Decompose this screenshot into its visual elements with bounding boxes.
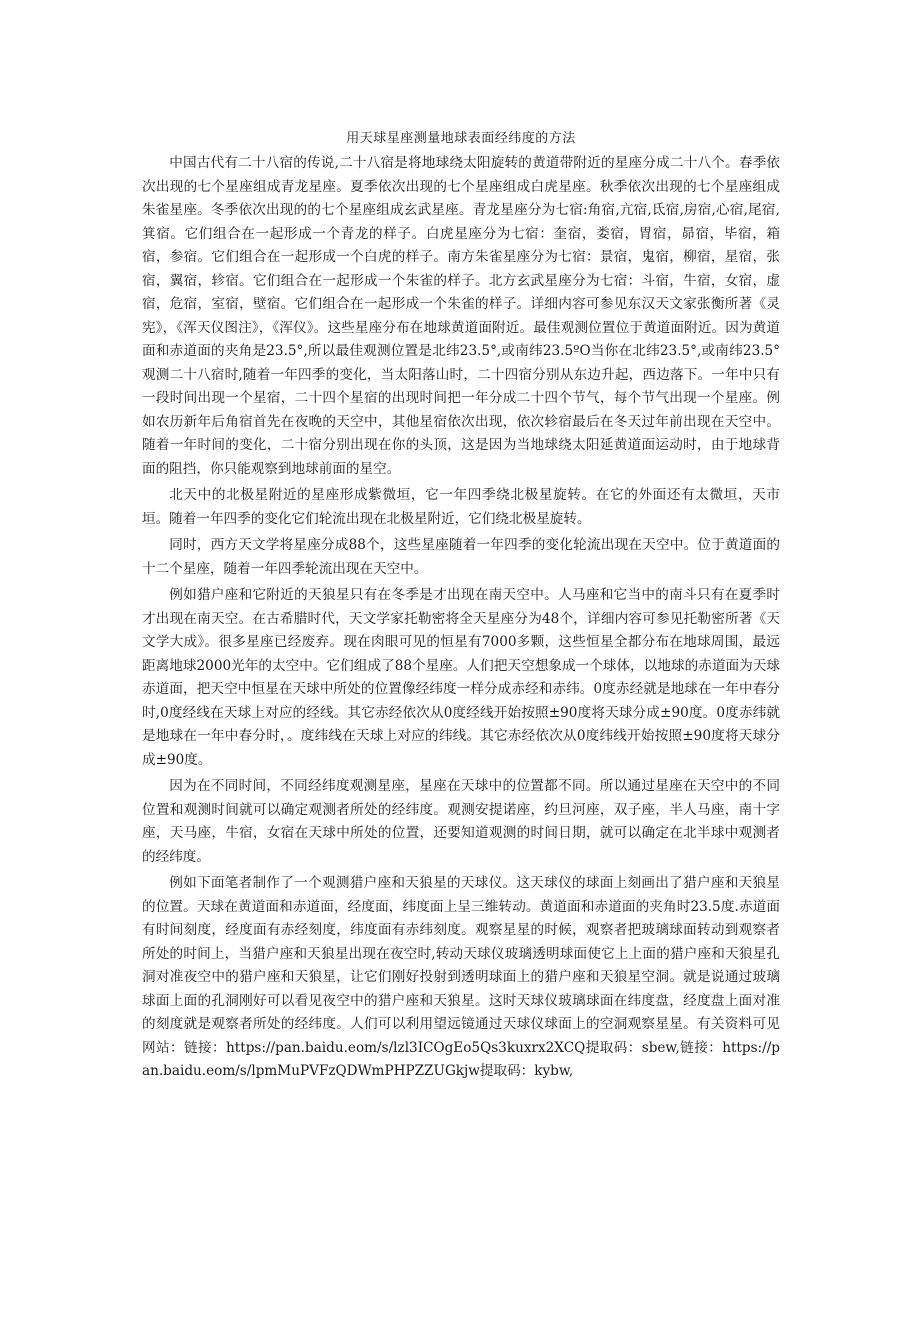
paragraph-north-pole-enclosures: 北天中的北极星附近的星座形成紫微垣，它一年四季绕北极星旋转。在它的外面还有太微垣，天市垣。随着一年四季的变化它们轮流出现在北极星附近，它们绕北极星旋转。 [142,487,780,527]
document-title: 用天球星座测量地球表面经纬度的方法 [346,131,576,146]
document-page [142,128,780,1087]
paragraph-twenty-eight-mansions: 中国古代有二十八宿的传说,二十八宿是将地球绕太阳旋转的黄道带附近的星座分成二十八个。春季依次出现的七个星座组成青龙星座。夏季依次出现的七个星座组成白虎星座。秋季依次出现的七个星座组成朱雀星座。冬季依次出现的的七个星座组成玄武星座。青龙星座分为七宿:角宿,亢宿,氐宿,房宿,心宿,尾宿,箕宿。它们组合在一起形成一个青龙的样子。白虎星座分为七宿：奎宿，娄宿，胃宿，昴宿，毕宿，箱宿，参宿。它们组合在一起形成一个白虎的样子。南方朱雀星座分为七宿：景宿，鬼宿，柳宿，星宿，张宿，翼宿，轸宿。它们组合在一起形成一个朱雀的样子。北方玄武星座分为七宿：斗宿，牛宿，女宿，虚宿，危宿，室宿，壁宿。它们组合在一起形成一个朱雀的样子。详细内容可参见东汉天文家张衡所著《灵宪》，《浑天仪图注》，《浑仪》。这些星座分布在地球黄道面附近。最佳观测位置位于黄道面附近。因为黄道面和赤道面的夹角是23.5°,所以最佳观测位置是北纬23.5°,或南纬23.5ºO当你在北纬23.5°,或南纬23.5°观测二十八宿时,随着一年四季的变化，当太阳落山时，二十四宿分别从东边升起，西边落下。一年中只有一段时间出现一个星宿，二十四个星宿的出现时间把一年分成二十四个节气，每个节气出现一个星座。例如农历新年后角宿首先在夜晚的天空中，其他星宿依次出现，依次轸宿最后在冬天过年前出现在天空中。随着一年时间的变化，二十宿分别出现在你的头顶，这是因为当地球绕太阳延黄道面运动时，由于地球背面的阻挡，你只能观察到地球前面的星空。 [142,155,780,477]
paragraph-western-88-constellations: 同时，西方天文学将星座分成88个，这些星座随着一年四季的变化轮流出现在天空中。位于黄道面的十二个星座，随着一年四季轮流出现在天空中。 [142,537,780,577]
paragraph-orion-sirius-celestial-coordinates: 例如猎户座和它附近的天狼星只有在冬季是才出现在南天空中。人马座和它当中的南斗只有在夏季时才出现在南天空。在古希腊时代，天文学家托勒密将全天星座分为48个，详细内容可参见托勒密所著《天文学大成》。很多星座已经废弃。现在肉眼可见的恒星有7000多颗，这些恒星全都分布在地球周围，最远距离地球2000光年的太空中。它们组成了88个星座。人们把天空想象成一个球体，以地球的赤道面为天球赤道面，把天空中恒星在天球中所处的位置像经纬度一样分成赤经和赤纬。0度赤经就是地球在一年中春分时,0度经线在天球上对应的经线。其它赤经依次从0度经线开始按照±90度将天球分成±90度。0度赤纬就是地球在一年中春分时，。度纬线在天球上对应的纬线。其它赤经依次从0度纬线开始按照±90度将天球分成±90度。 [142,587,780,768]
paragraph-celestial-globe-example: 例如下面笔者制作了一个观测猎户座和天狼星的天球仪。这天球仪的球面上刻画出了猎户座和天狼星的位置。天球在黄道面和赤道面，经度面，纬度面上呈三维转动。黄道面和赤道面的夹角时23.5度.赤道面有时间刻度，经度面有赤经刻度，纬度面有赤纬刻度。观察星星的时候，观察者把玻璃球面转动到观察者所处的时间上，当猎户座和天狼星出现在夜空时,转动天球仪玻璃透明球面使它上上面的猎户座和天狼星孔洞对准夜空中的猎户座和天狼星，让它们刚好投射到透明球面上的猎户座和天狼星空洞。就是说通过玻璃球面上面的孔洞刚好可以看见夜空中的猎户座和天狼星。这时天球仪玻璃球面在纬度盘，经度盘上面对准的刻度就是观察者所处的经纬度。人们可以利用望远镜通过天球仪球面上的空洞观察星星。有关资料可见网站：链接：https://pan.baidu.eom/s/lzl3ICOgEo5Qs3kuxrx2XCQ提取码：sbew,链接：https://pan.baidu.eom/s/lpmMuPVFzQDWmPHPZZUGkjw提取码：kybw, [142,875,780,1079]
paragraph-determine-latitude-longitude: 因为在不同时间，不同经纬度观测星座，星座在天球中的位置都不同。所以通过星座在天空中的不同位置和观测时间就可以确定观测者所处的经纬度。观测安提诺座，约旦河座，双子座，半人马座，南十字座，天马座，牛宿，女宿在天球中所处的位置，还要知道观测的时间日期，就可以确定在北半球中观测者的经纬度。 [142,778,780,865]
